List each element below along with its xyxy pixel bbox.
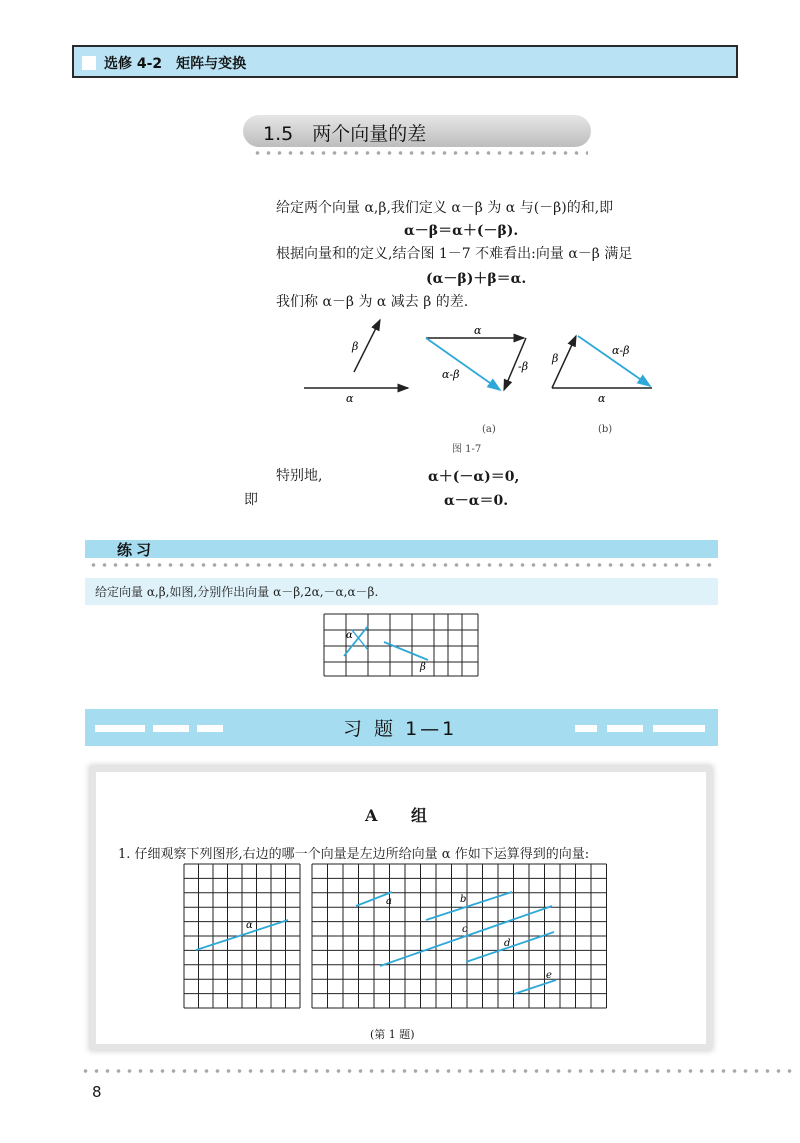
header-square-icon: [82, 56, 96, 70]
formula-2: (α－β)＋β＝α.: [426, 271, 527, 287]
chapter-header: [72, 45, 738, 78]
figure-caption: 图 1-7: [452, 444, 482, 455]
vector-b: [426, 892, 512, 920]
fig-a-alpha-label: α: [474, 324, 482, 337]
fig-a-alpha-minus-beta-label: α-β: [442, 368, 460, 381]
fig-b-beta-label: β: [552, 352, 559, 365]
footer-dotted-divider: [80, 1068, 798, 1074]
right-grid: [312, 864, 607, 1008]
chapter-title: 选修 4-2 矩阵与变换: [104, 56, 247, 72]
practice-beta-label: β: [420, 662, 426, 673]
formula-1: α－β＝α＋(－β).: [404, 223, 519, 239]
group-a-heading: A 组: [365, 806, 441, 825]
question-1-grids: [180, 862, 620, 1012]
label-d: d: [504, 938, 511, 949]
exercise-title: 习 题 1—1: [343, 718, 458, 740]
figure-1-7: [296, 310, 676, 460]
practice-grid-figure: [322, 612, 482, 678]
alpha-label: α: [346, 392, 354, 405]
paragraph-3: 我们称 α－β 为 α 减去 β 的差.: [276, 294, 469, 310]
fig-a-caption: (a): [482, 424, 496, 435]
paragraph-1: 给定两个向量 α,β,我们定义 α－β 为 α 与(－β)的和,即: [276, 200, 614, 216]
ji-label: 即: [244, 492, 258, 508]
practice-text: 给定向量 α,β,如图,分别作出向量 α－β,2α,－α,α－β.: [95, 585, 379, 599]
label-b: b: [460, 894, 467, 905]
practice-alpha-label: α: [346, 630, 353, 641]
page-number: 8: [92, 1083, 102, 1101]
section-title-pill: [243, 115, 591, 147]
paragraph-2: 根据向量和的定义,结合图 1－7 不难看出:向量 α－β 满足: [276, 246, 633, 262]
vector-e: [514, 980, 556, 994]
practice-dotted-divider: [88, 562, 718, 568]
practice-alpha-vector-2: [352, 630, 368, 650]
fig-b-alpha-label: α: [598, 392, 606, 405]
beta-label: β: [352, 340, 359, 353]
label-a: a: [386, 896, 392, 907]
formula-3: α＋(－α)＝0,: [428, 469, 520, 485]
dotted-divider: [252, 150, 588, 156]
practice-beta-vector: [384, 642, 428, 660]
label-c: c: [462, 924, 468, 935]
exercise-banner: [85, 709, 718, 746]
practice-header: [85, 540, 718, 558]
section-title: 1.5 两个向量的差: [263, 123, 427, 145]
practice-box: [85, 578, 718, 605]
question-1: 1. 仔细观察下列图形,右边的哪一个向量是左边所给向量 α 作如下运算得到的向量:: [118, 847, 590, 862]
fig-a-alpha-minus-beta-vector: [426, 338, 500, 390]
formula-4: α－α＝0.: [444, 493, 509, 509]
fig-a-neg-beta-label: -β: [518, 360, 529, 373]
fig-b-alpha-minus-beta-label: α-β: [612, 344, 630, 357]
label-e: e: [546, 970, 552, 981]
special-label: 特别地,: [276, 468, 323, 484]
left-alpha-label: α: [246, 920, 253, 931]
left-grid: [184, 864, 300, 1008]
fig-b-caption: (b): [598, 424, 613, 435]
question-1-caption: (第 1 题): [370, 1028, 415, 1041]
practice-title: 练习: [117, 541, 156, 559]
